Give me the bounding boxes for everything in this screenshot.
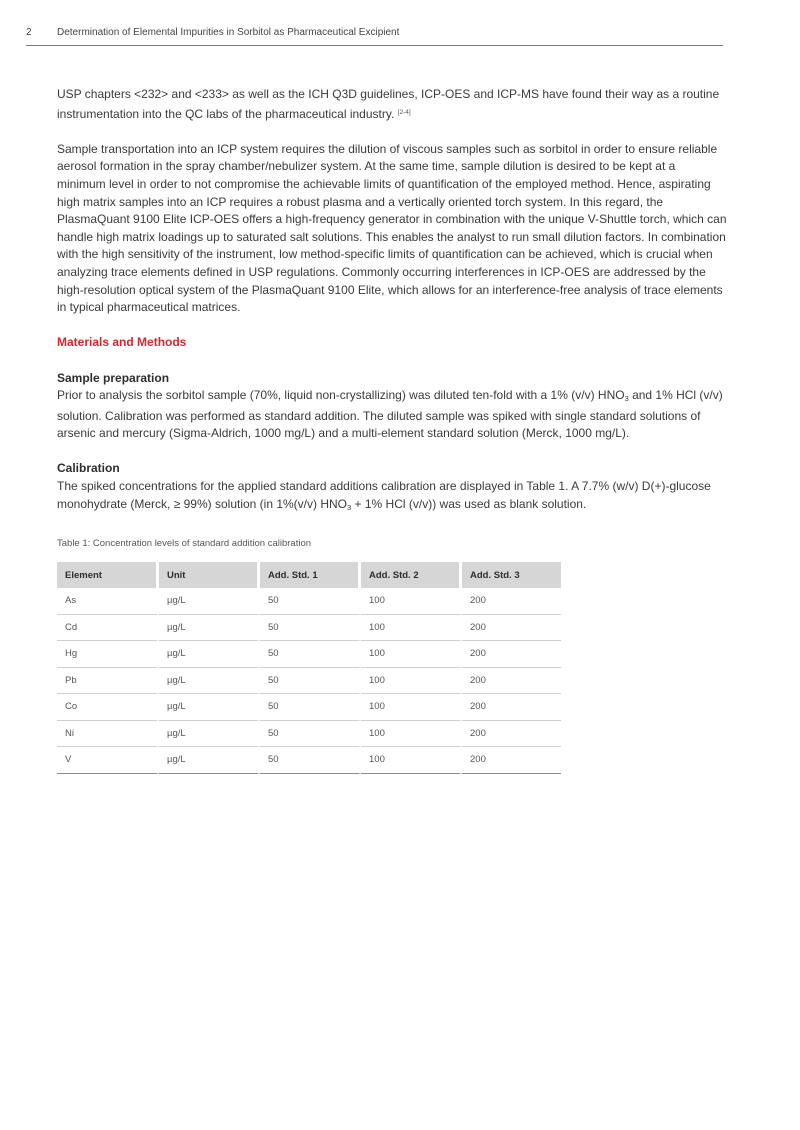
running-title: Determination of Elemental Impurities in Sorbitol as Pharmaceutical Excipient xyxy=(57,27,400,38)
table-cell: Ni xyxy=(57,721,159,748)
table-cell: 100 xyxy=(361,615,462,642)
table-cell: 100 xyxy=(361,747,462,774)
body-content xyxy=(57,86,727,516)
section-title-materials: Materials and Methods xyxy=(57,335,187,350)
page-header xyxy=(26,26,723,46)
sample-preparation-paragraph: Prior to analysis the sorbitol sample (70%, liquid non-crystallizing) was diluted ten-fold with a 1% (v/v) $HNO_3$ and 1% HCl (v/v) solution. Calibration was performed as standard addition. The diluted sample was spiked with single standard solutions of arsenic and mercury (Sigma-Aldrich, 1000 mg/L) and a multi-element standard solution (Merck, 1000 mg/L). xyxy=(57,388,723,441)
table-cell: 50 xyxy=(260,721,361,748)
table-cell: µg/L xyxy=(159,747,260,774)
table-row xyxy=(57,588,561,615)
table-cell: V xyxy=(57,747,159,774)
table-cell: 50 xyxy=(260,615,361,642)
table-cell: µg/L xyxy=(159,668,260,695)
page-number: 2 xyxy=(26,27,32,38)
column-header: Add. Std. 2 xyxy=(361,562,462,588)
table-cell: As xyxy=(57,588,159,615)
table-cell: µg/L xyxy=(159,694,260,721)
table-cell: 200 xyxy=(462,747,561,774)
table-caption: Table 1: Concentration levels of standard addition calibration xyxy=(57,538,312,549)
table-cell: Pb xyxy=(57,668,159,695)
table-cell: 200 xyxy=(462,668,561,695)
table-cell: 50 xyxy=(260,588,361,615)
column-header: Element xyxy=(57,562,159,588)
table-cell: 50 xyxy=(260,747,361,774)
table-row xyxy=(57,721,561,748)
table-cell: Hg xyxy=(57,641,159,668)
column-header: Add. Std. 3 xyxy=(462,562,561,588)
table-cell: µg/L xyxy=(159,588,260,615)
table-cell: 200 xyxy=(462,588,561,615)
table-cell: Co xyxy=(57,694,159,721)
calibration-paragraph: The spiked concentrations for the applied standard additions calibration are displayed in Table 1. A 7.7% (w/v) D(+)-glucose monohydrate (Merck, ≥ 99%) solution (in 1%(v/v) $HNO_3 + 1\%$ HCl (v/v)) was used as blank solution. xyxy=(57,479,711,512)
subheading-sample-preparation: Sample preparation xyxy=(57,370,170,385)
table-cell: 100 xyxy=(361,694,462,721)
intro-paragraph-2: Sample transportation into an ICP system requires the dilution of viscous samples such as sorbitol in order to ensure reliable aerosol formation in the spray chamber/nebulizer system. At the same time, sample dilution is desired to be kept at a minimum level in order to not compromise the achievable limits of quantification of the employed method. Hence, aspirating high matrix samples into an ICP requires a robust plasma and a vertically oriented torch system. In this regard, the PlasmaQuant 9100 Elite ICP-OES offers a high-frequency generator in combination with the unique V-Shuttle torch, which can handle high matrix loadings up to saturated salt solutions. This enables the analyst to run small dilution factors. In combination with the high sensitivity of the instrument, low method-specific limits of quantification can be achieved, which is crucial when analyzing trace elements defined in USP regulations. Commonly occurring interferences in ICP-OES are addressed by the high-resolution optical system of the PlasmaQuant 9100 Elite, which allows for an interference-free analysis of trace elements in typical pharmaceutical matrices. xyxy=(57,141,727,315)
table-cell: 200 xyxy=(462,641,561,668)
table-cell: 100 xyxy=(361,668,462,695)
column-header: Add. Std. 1 xyxy=(260,562,361,588)
concentration-table xyxy=(57,562,561,774)
table-cell: 50 xyxy=(260,668,361,695)
column-header: Unit xyxy=(159,562,260,588)
table-cell: 100 xyxy=(361,588,462,615)
subheading-calibration: Calibration xyxy=(57,461,120,476)
table-cell: µg/L xyxy=(159,615,260,642)
table-row xyxy=(57,747,561,774)
table-cell: 200 xyxy=(462,615,561,642)
table-row xyxy=(57,694,561,721)
intro-paragraph-1: USP chapters <232> and <233> as well as the ICH Q3D guidelines, ICP-OES and ICP-MS have found their way as a routine instrumentation into the QC labs of the pharmaceutical industry. [2-4] xyxy=(57,87,720,121)
table-cell: µg/L xyxy=(159,641,260,668)
table-cell: 200 xyxy=(462,694,561,721)
table-cell: 200 xyxy=(462,721,561,748)
table-row xyxy=(57,615,561,642)
table-header-row xyxy=(57,562,561,588)
table-cell: Cd xyxy=(57,615,159,642)
table-cell: 50 xyxy=(260,641,361,668)
table-cell: 100 xyxy=(361,721,462,748)
table-cell: µg/L xyxy=(159,721,260,748)
table-cell: 50 xyxy=(260,694,361,721)
table-cell: 100 xyxy=(361,641,462,668)
table-row xyxy=(57,668,561,695)
citation: [2-4] xyxy=(397,108,411,116)
table-row xyxy=(57,641,561,668)
